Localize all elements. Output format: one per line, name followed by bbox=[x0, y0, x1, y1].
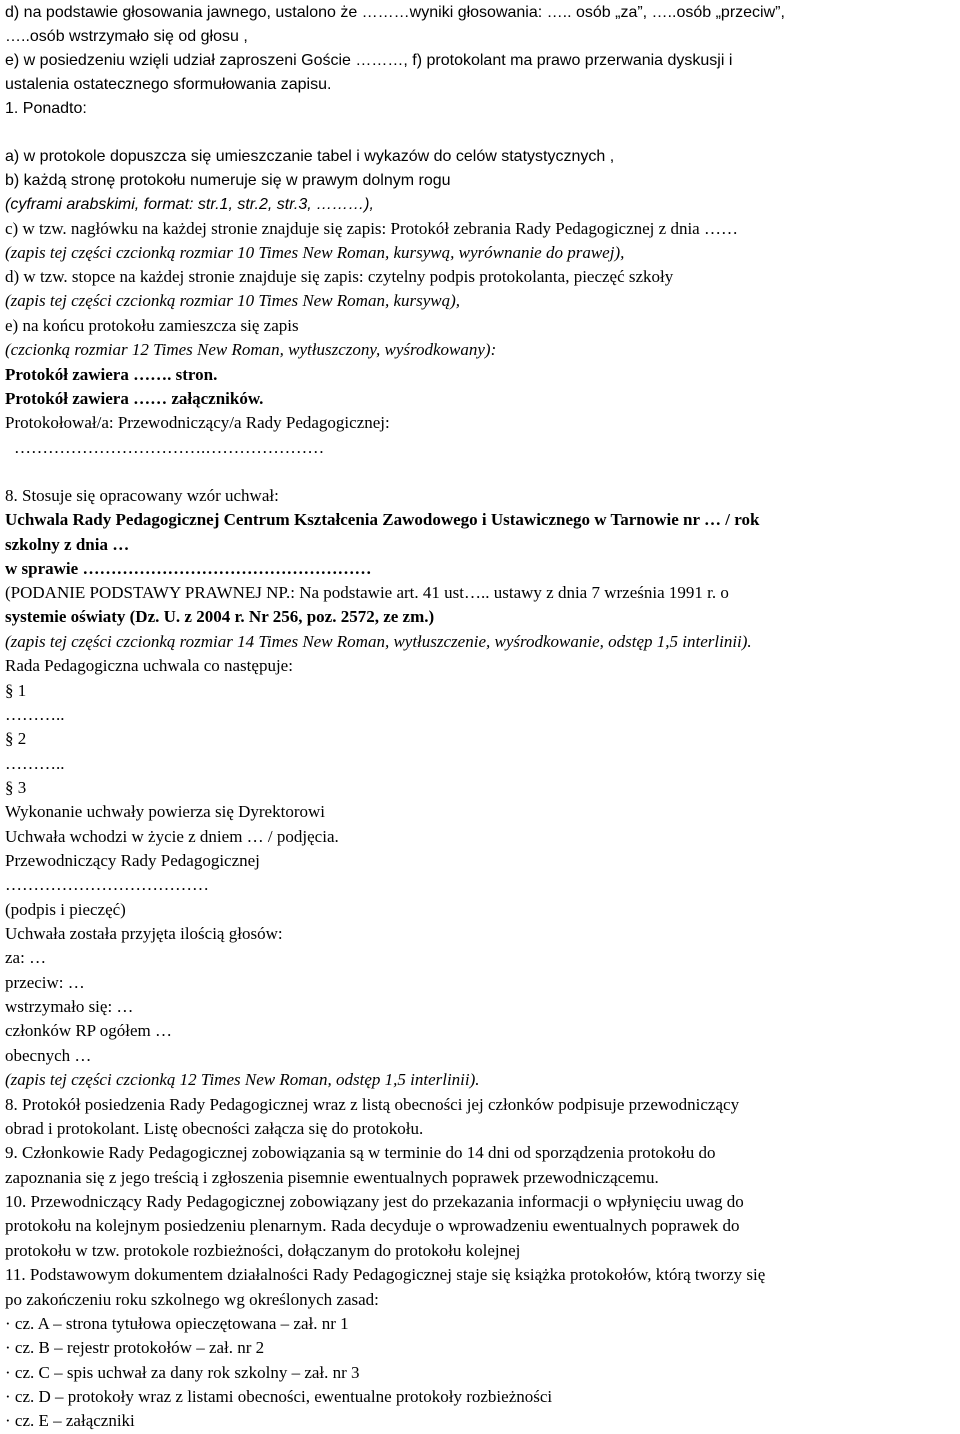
text-line: w sprawie …………………………………………… bbox=[5, 559, 372, 578]
text-line: Przewodniczący Rady Pedagogicznej bbox=[5, 851, 260, 870]
text-line: c) w tzw. nagłówku na każdej stronie znajduje się zapis: Protokół zebrania Rady Pedagogicznej z dnia …… bbox=[5, 219, 738, 238]
text-line: (zapis tej części czcionką 12 Times New Roman, odstęp 1,5 interlinii). bbox=[5, 1070, 480, 1089]
text-line: d) na podstawie głosowania jawnego, ustalono że ………wyniki głosowania: ….. osób „za”, …..osób „przeciw”, bbox=[5, 4, 785, 21]
text-line: a) w protokole dopuszcza się umieszczanie tabel i wykazów do celów statystycznych , bbox=[5, 148, 615, 165]
text-line: (cyframi arabskimi, format: str.1, str.2, str.3, ………), bbox=[5, 196, 374, 213]
text-line: zapoznania się z jego treścią i zgłoszenia pisemnie ewentualnych poprawek przewodniczącemu. bbox=[5, 1168, 659, 1187]
list-item: · cz. B – rejestr protokołów – zał. nr 2 bbox=[5, 1338, 265, 1357]
text-line: Rada Pedagogiczna uchwala co następuje: bbox=[5, 656, 293, 675]
text-line: (czcionką rozmiar 12 Times New Roman, wytłuszczony, wyśrodkowany): bbox=[5, 340, 497, 359]
text-line: protokołu na kolejnym posiedzeniu plenarnym. Rada decyduje o wprowadzeniu ewentualnych poprawek do bbox=[5, 1216, 740, 1235]
text-line: Uchwala Rady Pedagogicznej Centrum Kształcenia Zawodowego i Ustawicznego w Tarnowie nr … / rok bbox=[5, 510, 760, 529]
text-line: e) w posiedzeniu wzięli udział zaproszeni Goście ………, f) protokolant ma prawo przerwania dyskusji i bbox=[5, 52, 733, 69]
text-line: 9. Członkowie Rady Pedagogicznej zobowiązania są w terminie do 14 dni od sporządzenia protokołu do bbox=[5, 1143, 716, 1162]
text-line: ……….. bbox=[5, 705, 65, 724]
text-line: Protokół zawiera …… załączników. bbox=[5, 389, 264, 408]
text-line: członków RP ogółem … bbox=[5, 1021, 172, 1040]
text-line: systemie oświaty (Dz. U. z 2004 r. Nr 256, poz. 2572, ze zm.) bbox=[5, 607, 435, 626]
text-line: Protokół zawiera ……. stron. bbox=[5, 365, 218, 384]
text-line: szkolny z dnia … bbox=[5, 535, 130, 554]
text-line: (zapis tej części czcionką rozmiar 10 Times New Roman, kursywą), bbox=[5, 291, 461, 310]
text-line: Uchwała została przyjęta ilością głosów: bbox=[5, 924, 283, 943]
text-line: (PODANIE PODSTAWY PRAWNEJ NP.: Na podstawie art. 41 ust….. ustawy z dnia 7 września 1991 r. o bbox=[5, 583, 729, 602]
list-item: · cz. C – spis uchwał za dany rok szkolny – zał. nr 3 bbox=[5, 1363, 360, 1382]
text-line: wstrzymało się: … bbox=[5, 997, 134, 1016]
text-line: Wykonanie uchwały powierza się Dyrektorowi bbox=[5, 802, 325, 821]
text-line: …..osób wstrzymało się od głosu , bbox=[5, 28, 248, 45]
text-line: 11. Podstawowym dokumentem działalności Rady Pedagogicznej staje się książka protokołów, którą tworzy się bbox=[5, 1265, 766, 1284]
section-number: § 2 bbox=[5, 729, 27, 748]
text-line: e) na końcu protokołu zamieszcza się zapis bbox=[5, 316, 299, 335]
text-line: obecnych … bbox=[5, 1046, 92, 1065]
text-line: b) każdą stronę protokołu numeruje się w prawym dolnym rogu bbox=[5, 172, 451, 189]
signature-dots: …………………………….………………… bbox=[14, 438, 325, 457]
text-line: ustalenia ostatecznego sformułowania zapisu. bbox=[5, 76, 332, 93]
text-line: (zapis tej części czcionką rozmiar 14 Times New Roman, wytłuszczenie, wyśrodkowanie, odstęp 1,5 interlinii). bbox=[5, 632, 752, 651]
text-line: Uchwała wchodzi w życie z dniem … / podjęcia. bbox=[5, 827, 339, 846]
text-line: 8. Protokół posiedzenia Rady Pedagogicznej wraz z listą obecności jej członków podpisuje przewodniczący bbox=[5, 1095, 740, 1114]
list-item: · cz. D – protokoły wraz z listami obecności, ewentualne protokoły rozbieżności bbox=[5, 1387, 553, 1406]
text-line: obrad i protokolant. Listę obecności załącza się do protokołu. bbox=[5, 1119, 424, 1138]
text-line: 10. Przewodniczący Rady Pedagogicznej zobowiązany jest do przekazania informacji o wpłynięciu uwag do bbox=[5, 1192, 744, 1211]
text-line: Protokołował/a: Przewodniczący/a Rady Pedagogicznej: bbox=[5, 413, 390, 432]
text-line: 1. Ponadto: bbox=[5, 100, 87, 117]
section-number: § 3 bbox=[5, 778, 27, 797]
text-line: (zapis tej części czcionką rozmiar 10 Times New Roman, kursywą, wyrównanie do prawej), bbox=[5, 243, 625, 262]
list-item: · cz. A – strona tytułowa opieczętowana – zał. nr 1 bbox=[5, 1314, 349, 1333]
text-line: 8. Stosuje się opracowany wzór uchwał: bbox=[5, 486, 279, 505]
text-line: za: … bbox=[5, 948, 47, 967]
text-line: protokołu w tzw. protokole rozbieżności, dołączanym do protokołu kolejnej bbox=[5, 1241, 521, 1260]
section-number: § 1 bbox=[5, 681, 27, 700]
text-line: d) w tzw. stopce na każdej stronie znajduje się zapis: czytelny podpis protokolanta, pieczęć szkoły bbox=[5, 267, 674, 286]
text-line: ……….. bbox=[5, 754, 65, 773]
list-item: · cz. E – załączniki bbox=[5, 1411, 135, 1430]
signature-dots: ……………………………… bbox=[5, 875, 209, 894]
text-line: (podpis i pieczęć) bbox=[5, 900, 126, 919]
text-line: przeciw: … bbox=[5, 973, 85, 992]
text-line: po zakończeniu roku szkolnego wg określonych zasad: bbox=[5, 1290, 379, 1309]
